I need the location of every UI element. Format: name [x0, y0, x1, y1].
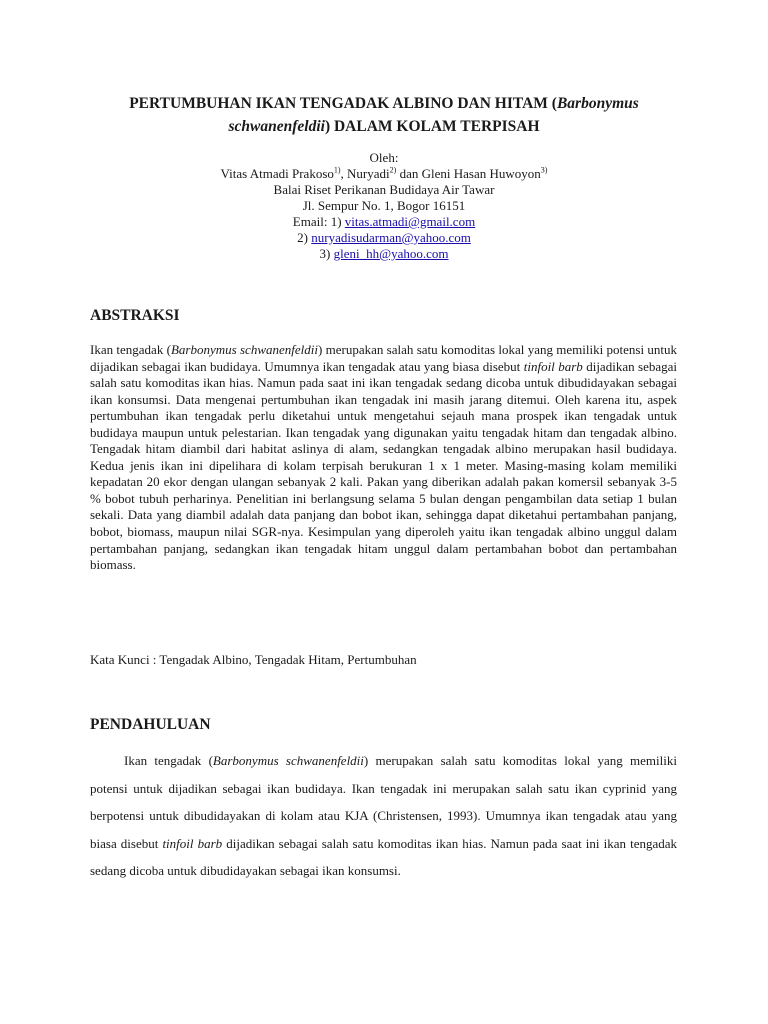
- author-3-affiliation: 3): [540, 165, 548, 175]
- email-line-1: [90, 214, 678, 230]
- intro-body: [90, 747, 677, 885]
- email-2-label: 2): [297, 230, 312, 245]
- author-2: Nuryadi: [347, 166, 390, 181]
- title-part2: ) DALAM KOLAM TERPISAH: [324, 118, 540, 135]
- address: Jl. Sempur No. 1, Bogor 16151: [302, 198, 466, 213]
- author-separator: ,: [340, 166, 348, 181]
- author-1: Vitas Atmadi Prakoso: [220, 166, 334, 181]
- email-label: Email: 1): [292, 214, 345, 229]
- intro-tinfoil-barb: tinfoil barb: [162, 835, 223, 851]
- title-part1: PERTUMBUHAN IKAN TENGADAK ALBINO DAN HITAM (: [129, 95, 557, 112]
- author-conjunction: dan: [396, 166, 422, 181]
- abstract-text-1: Ikan tengadak (: [90, 342, 171, 357]
- intro-text-1: Ikan tengadak (: [124, 753, 213, 768]
- institution: Balai Riset Perikanan Budidaya Air Tawar: [273, 182, 495, 197]
- abstract-body: [90, 342, 677, 574]
- abstract-heading: ABSTRAKSI: [90, 307, 180, 324]
- abstract-text-2: ) merupakan salah satu komoditas lokal yang memiliki potensi untuk dijadikan sebagai ikan budidaya. Umumnya ikan tengadak atau yang biasa disebut: [90, 342, 677, 374]
- keywords: Kata Kunci : Tengadak Albino, Tengadak Hitam, Pertumbuhan: [90, 652, 417, 667]
- abstract-tinfoil-barb: tinfoil barb: [523, 358, 583, 374]
- author-1-affiliation: 1): [333, 165, 341, 175]
- email-line-3: [90, 246, 678, 262]
- intro-text-2: ) merupakan salah satu komoditas lokal yang memiliki potensi untuk dijadikan sebagai ikan budidaya. Ikan tengadak ini merupakan salah satu ikan cyprinid yang berpotensi untuk dibudidayakan di kolam atau KJA (Christensen, 1993). Umumnya ikan tengadak atau yang biasa disebut: [90, 753, 677, 851]
- intro-species: Barbonymus schwanenfeldii: [212, 753, 364, 768]
- email-link-1[interactable]: vitas.atmadi@gmail.com: [344, 214, 476, 229]
- abstract-species: Barbonymus schwanenfeldii: [170, 342, 318, 357]
- intro-text-3: dijadikan sebagai salah satu komoditas ikan hias. Namun pada saat ini ikan tengadak sedang dicoba untuk dibudidayakan sebagai ikan konsumsi.: [90, 835, 678, 878]
- author-line: [90, 166, 678, 182]
- email-link-3[interactable]: gleni_hh@yahoo.com: [333, 246, 449, 261]
- title-species: Barbonymus schwanenfeldii: [228, 95, 639, 135]
- author-3: Gleni Hasan Huwoyon: [421, 166, 541, 181]
- paper-title: [90, 0, 678, 138]
- oleh-label: Oleh:: [369, 150, 399, 165]
- email-3-label: 3): [319, 246, 334, 261]
- email-line-2: [90, 230, 678, 246]
- intro-heading: PENDAHULUAN: [90, 716, 211, 733]
- author-block: [90, 150, 678, 262]
- author-2-affiliation: 2): [389, 165, 397, 175]
- email-link-2[interactable]: nuryadisudarman@yahoo.com: [311, 230, 471, 245]
- abstract-text-3: dijadikan sebagai salah satu komoditas ikan hias. Namun pada saat ini ikan tengadak sedang dicoba untuk dibudidayakan sebagai ikan konsumsi. Data mengenai pertumbuhan ikan tengadak ini masih jarang ditemui. Oleh karena itu, aspek pertumbuhan ikan tengadak perlu diketahui untuk mengetahui sejauh mana prospek ikan tengadak untuk budidaya maupun untuk pelestarian. Ikan tengadak yang digunakan yaitu tengadak hitam dan tengadak albino. Tengadak hitam diambil dari habitat aslinya di alam, sedangkan tengadak albino merupakan hasil budidaya. Kedua jenis ikan ini dipelihara di kolam terpisah berukuran 1 x 1 meter. Masing-masing kolam memiliki kepadatan 20 ekor dengan ulangan sebanyak 2 kali. Pakan yang diberikan adalah pakan komersil sebanyak 3-5 % bobot tubuh perharinya. Penelitian ini berlangsung selama 5 bulan dengan pengambilan data setiap 1 bulan sekali. Data yang diambil adalah data panjang dan bobot ikan, sehingga dapat diketahui pertambahan panjang, bobot, biomass, maupun nilai SGR-nya. Kesimpulan yang diperoleh yaitu ikan tengadak albino unggul dalam pertambahan panjang, sedangkan ikan tengadak hitam unggul dalam pertambahan bobot dan pertambahan biomass.: [90, 358, 677, 573]
